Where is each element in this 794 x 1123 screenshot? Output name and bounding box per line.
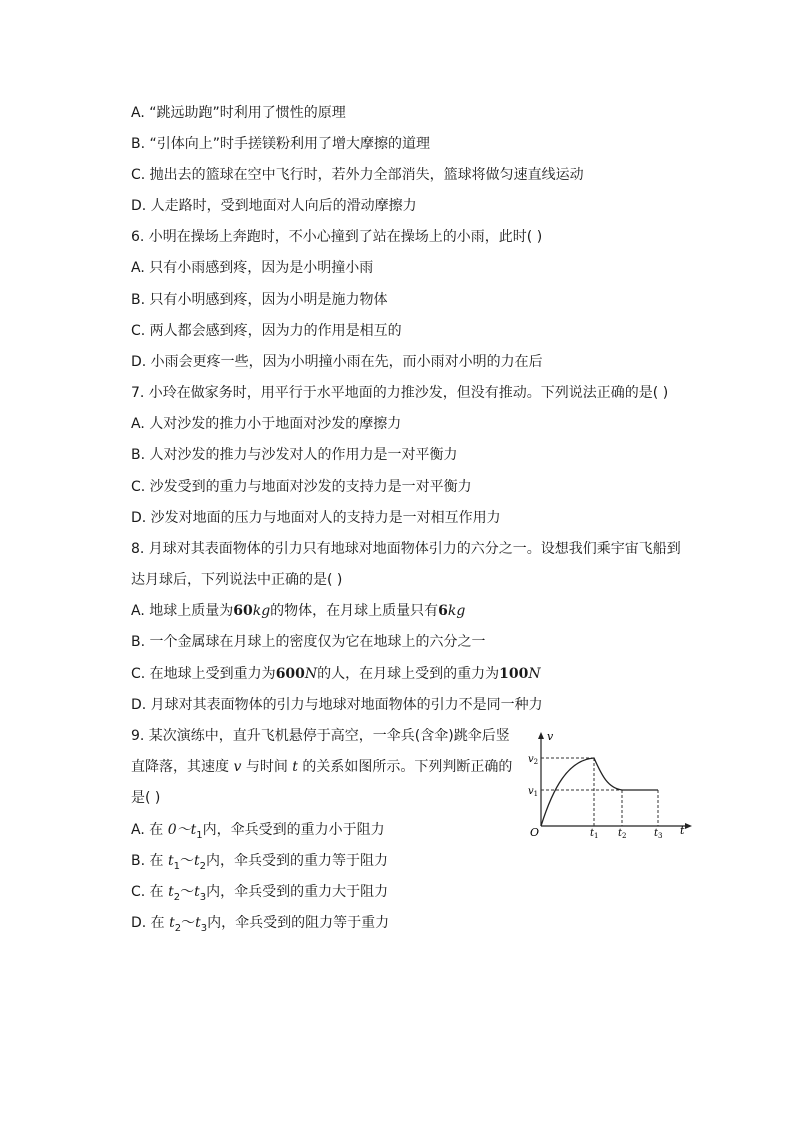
t3-label: $t_3$ <box>654 828 663 838</box>
q7-option-d: D. 沙发对地面的压力与地面对人的支持力是一对相互作用力 <box>131 510 501 526</box>
q8-option-b: B. 一个金属球在月球上的密度仅为它在地球上的六分之一 <box>131 634 486 650</box>
q6-option-c: C. 两人都会感到疼，因为力的作用是相互的 <box>131 323 402 339</box>
q7-option-c: C. 沙发受到的重力与地面对沙发的支持力是一对平衡力 <box>131 479 472 495</box>
q9-stem-line2: 直降落，其速度 v 与时间 t 的关系如图所示。下列判断正确的 <box>131 759 513 775</box>
q5-option-b: B. “引体向上”时手搓镁粉利用了增大摩擦的道理 <box>131 136 431 152</box>
q8-option-a: A. 地球上质量为60kg的物体，在月球上质量只有6kg <box>131 603 466 619</box>
velocity-time-graph <box>528 728 698 838</box>
q5-option-c: C. 抛出去的篮球在空中飞行时，若外力全部消失，篮球将做匀速直线运动 <box>131 167 584 183</box>
q9-option-b: B. 在 $t_1\sim t_2$内，伞兵受到的重力等于阻力 <box>131 853 388 872</box>
t2-label: $t_2$ <box>618 828 627 838</box>
y-axis-arrow <box>538 732 544 739</box>
v2-label: $v_2$ <box>528 754 539 766</box>
q9-option-a: A. 在 $0\sim t_1$内，伞兵受到的重力小于阻力 <box>131 822 385 841</box>
y-axis-label: v <box>547 730 554 743</box>
q7-stem: 7. 小玲在做家务时，用平行于水平地面的力推沙发，但没有推动。下列说法正确的是( ) <box>131 385 669 401</box>
q7-option-b: B. 人对沙发的推力与沙发对人的作用力是一对平衡力 <box>131 447 458 463</box>
origin-label: O <box>530 826 540 838</box>
q5-option-d: D. 人走路时，受到地面对人向后的滑动摩擦力 <box>131 198 417 214</box>
q5-option-a: A. “跳远助跑”时利用了惯性的原理 <box>131 105 346 121</box>
q6-option-b: B. 只有小明感到疼，因为小明是施力物体 <box>131 292 388 308</box>
x-axis-arrow <box>685 823 692 829</box>
q9-option-c: C. 在 $t_2\sim t_3$内，伞兵受到的重力大于阻力 <box>131 884 389 903</box>
q9-stem-line3: 是( ) <box>131 790 161 806</box>
q6-option-d: D. 小雨会更疼一些，因为小明撞小雨在先，而小雨对小明的力在后 <box>131 354 543 370</box>
q9-stem-line1: 9. 某次演练中，直升飞机悬停于高空，一伞兵(含伞)跳伞后竖 <box>131 728 510 744</box>
t1-label: $t_1$ <box>590 828 599 838</box>
q9-option-d: D. 在 $t_2\sim t_3$内，伞兵受到的阻力等于重力 <box>131 915 390 934</box>
q6-option-a: A. 只有小雨感到疼，因为是小明撞小雨 <box>131 260 374 276</box>
x-axis-label: t <box>680 824 685 837</box>
q8-stem-line1: 8. 月球对其表面物体的引力只有地球对地面物体引力的六分之一。设想我们乘宇宙飞船到 <box>131 541 681 557</box>
q8-option-c: C. 在地球上受到重力为600N的人，在月球上受到的重力为100N <box>131 666 541 682</box>
q8-option-d: D. 月球对其表面物体的引力与地球对地面物体的引力不是同一种力 <box>131 697 543 713</box>
v1-label: $v_1$ <box>528 786 539 798</box>
velocity-curve <box>541 758 658 826</box>
q7-option-a: A. 人对沙发的推力小于地面对沙发的摩擦力 <box>131 416 402 432</box>
q8-stem-line2: 达月球后，下列说法中正确的是( ) <box>131 572 343 588</box>
q6-stem: 6. 小明在操场上奔跑时，不小心撞到了站在操场上的小雨，此时( ) <box>131 229 543 245</box>
